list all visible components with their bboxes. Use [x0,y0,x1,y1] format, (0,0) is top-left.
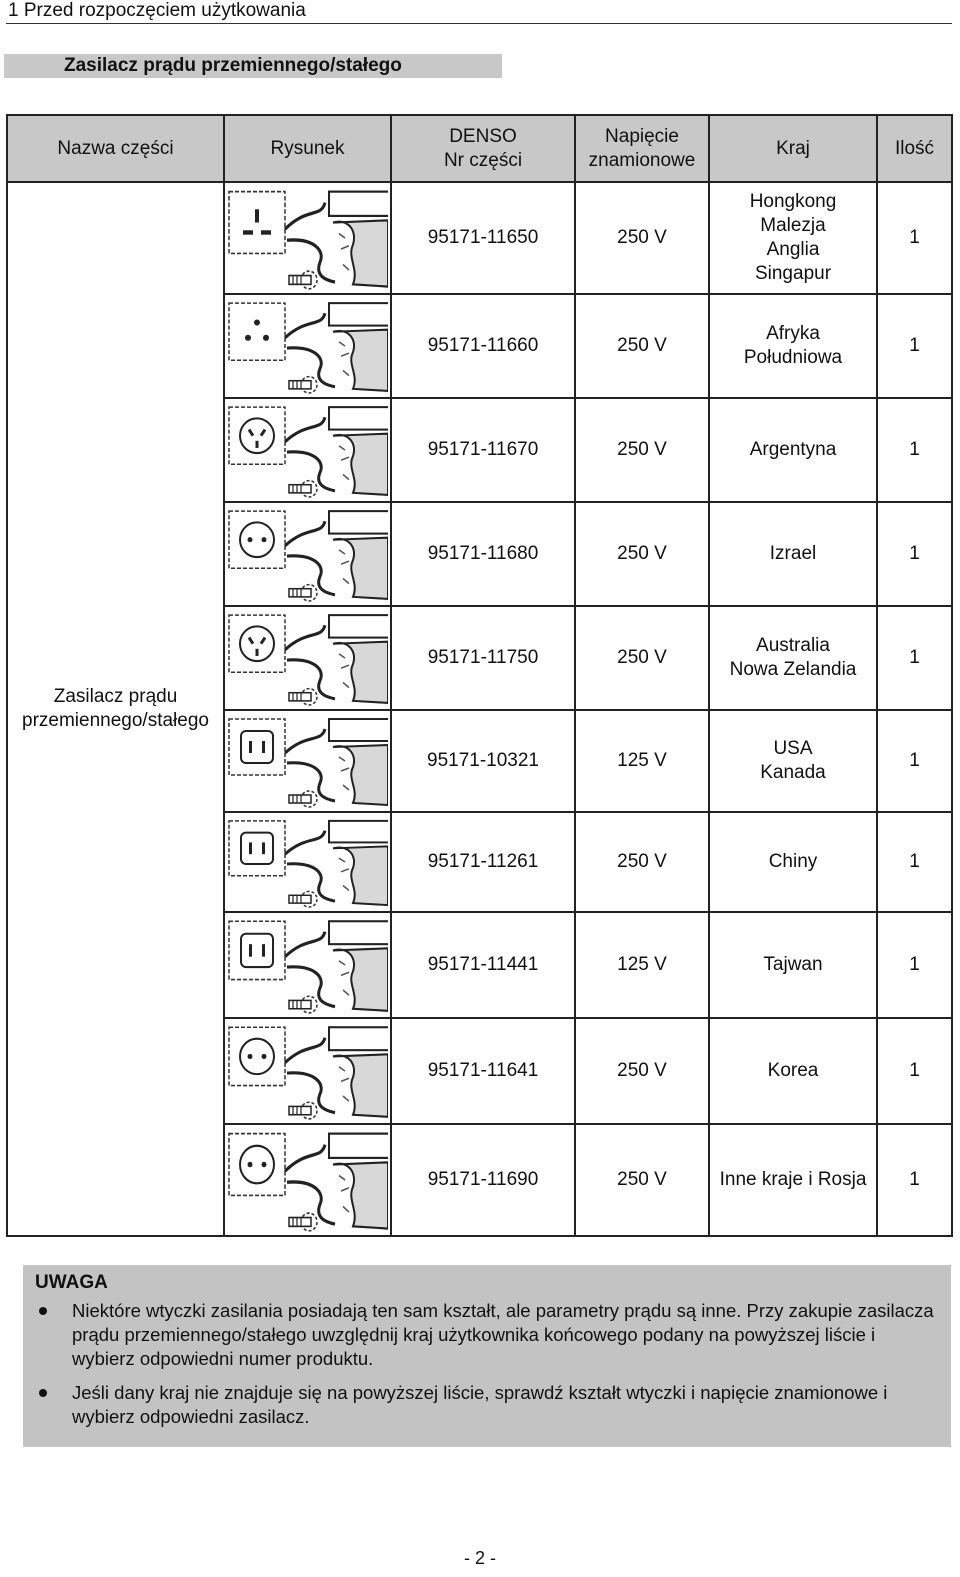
voltage-cell: 250 V [575,502,709,606]
part-number-cell: 95171-11641 [391,1018,575,1124]
ac-adapter-drawing [225,401,388,499]
ac-adapter-drawing [225,609,388,707]
part-number-cell: 95171-11261 [391,812,575,912]
quantity-cell: 1 [877,1124,952,1236]
quantity-cell: 1 [877,294,952,398]
table-header-row [7,115,952,182]
quantity-cell: 1 [877,606,952,710]
quantity-cell: 1 [877,182,952,294]
part-number-cell: 95171-11670 [391,398,575,502]
running-header: 1 Przed rozpoczęciem użytkowania [8,0,306,21]
ac-adapter-drawing [225,815,388,909]
voltage-cell: 250 V [575,1124,709,1236]
header-drawing: Rysunek [224,115,391,182]
ac-adapter-drawing [225,915,388,1015]
country-cell: USA Kanada [709,710,877,812]
country-cell: Korea [709,1018,877,1124]
bullet-icon [39,1307,47,1315]
header-rule [6,23,952,24]
page-number: - 2 - [463,1548,496,1568]
voltage-cell: 250 V [575,1018,709,1124]
voltage-cell: 250 V [575,398,709,502]
voltage-cell: 250 V [575,812,709,912]
section-title: Zasilacz prądu przemiennego/stałego [4,54,502,78]
voltage-cell: 250 V [575,606,709,710]
ac-adapter-drawing [225,505,388,603]
voltage-cell: 125 V [575,710,709,812]
parts-table [6,114,953,1237]
ac-adapter-drawing [225,713,388,809]
part-number-cell: 95171-11690 [391,1124,575,1236]
bullet-icon [39,1389,47,1397]
drawing-cell [224,182,391,294]
quantity-cell: 1 [877,1018,952,1124]
drawing-cell [224,1124,391,1236]
country-cell: Chiny [709,812,877,912]
voltage-cell: 125 V [575,912,709,1018]
quantity-cell: 1 [877,710,952,812]
ac-adapter-drawing [225,1021,388,1121]
country-cell: Argentyna [709,398,877,502]
part-number-cell: 95171-11660 [391,294,575,398]
drawing-cell [224,710,391,812]
country-cell: Tajwan [709,912,877,1018]
part-number-cell: 95171-11750 [391,606,575,710]
country-cell: Australia Nowa Zelandia [709,606,877,710]
drawing-cell [224,294,391,398]
country-cell: Afryka Południowa [709,294,877,398]
header-rated-voltage: Napięcie znamionowe [575,115,709,182]
quantity-cell: 1 [877,812,952,912]
quantity-cell: 1 [877,912,952,1018]
voltage-cell: 250 V [575,182,709,294]
header-part-name: Nazwa części [7,115,224,182]
quantity-cell: 1 [877,398,952,502]
ac-adapter-drawing [225,185,388,291]
voltage-cell: 250 V [575,294,709,398]
drawing-cell [224,502,391,606]
part-number-cell: 95171-10321 [391,710,575,812]
notice-title: UWAGA [35,1272,108,1293]
notice-list [35,1299,941,1429]
drawing-cell [224,606,391,710]
part-name-cell: Zasilacz prądu przemiennego/stałego [7,182,224,1236]
notice-box [23,1265,951,1447]
notice-item: Niektóre wtyczki zasilania posiadają ten sam kształt, ale parametry prądu są inne. Przy zakupie zasilacza prądu przemiennego/stałego uwzględnij kraj użytkownika końcowego podany na powyższej liście i wybierz odpowiedni numer produktu. [35,1299,941,1371]
notice-item: Jeśli dany kraj nie znajduje się na powyższej liście, sprawdź kształt wtyczki i napięcie znamionowe i wybierz odpowiedni zasilacz. [35,1381,941,1429]
ac-adapter-drawing [225,297,388,395]
header-quantity: Ilość [877,115,952,182]
ac-adapter-drawing [225,1127,388,1233]
header-country: Kraj [709,115,877,182]
part-number-cell: 95171-11650 [391,182,575,294]
quantity-cell: 1 [877,502,952,606]
drawing-cell [224,812,391,912]
country-cell: Hongkong Malezja Anglia Singapur [709,182,877,294]
country-cell: Inne kraje i Rosja [709,1124,877,1236]
part-number-cell: 95171-11441 [391,912,575,1018]
table-row [7,182,952,294]
drawing-cell [224,1018,391,1124]
header-part-number: DENSO Nr części [391,115,575,182]
part-number-cell: 95171-11680 [391,502,575,606]
country-cell: Izrael [709,502,877,606]
drawing-cell [224,398,391,502]
drawing-cell [224,912,391,1018]
